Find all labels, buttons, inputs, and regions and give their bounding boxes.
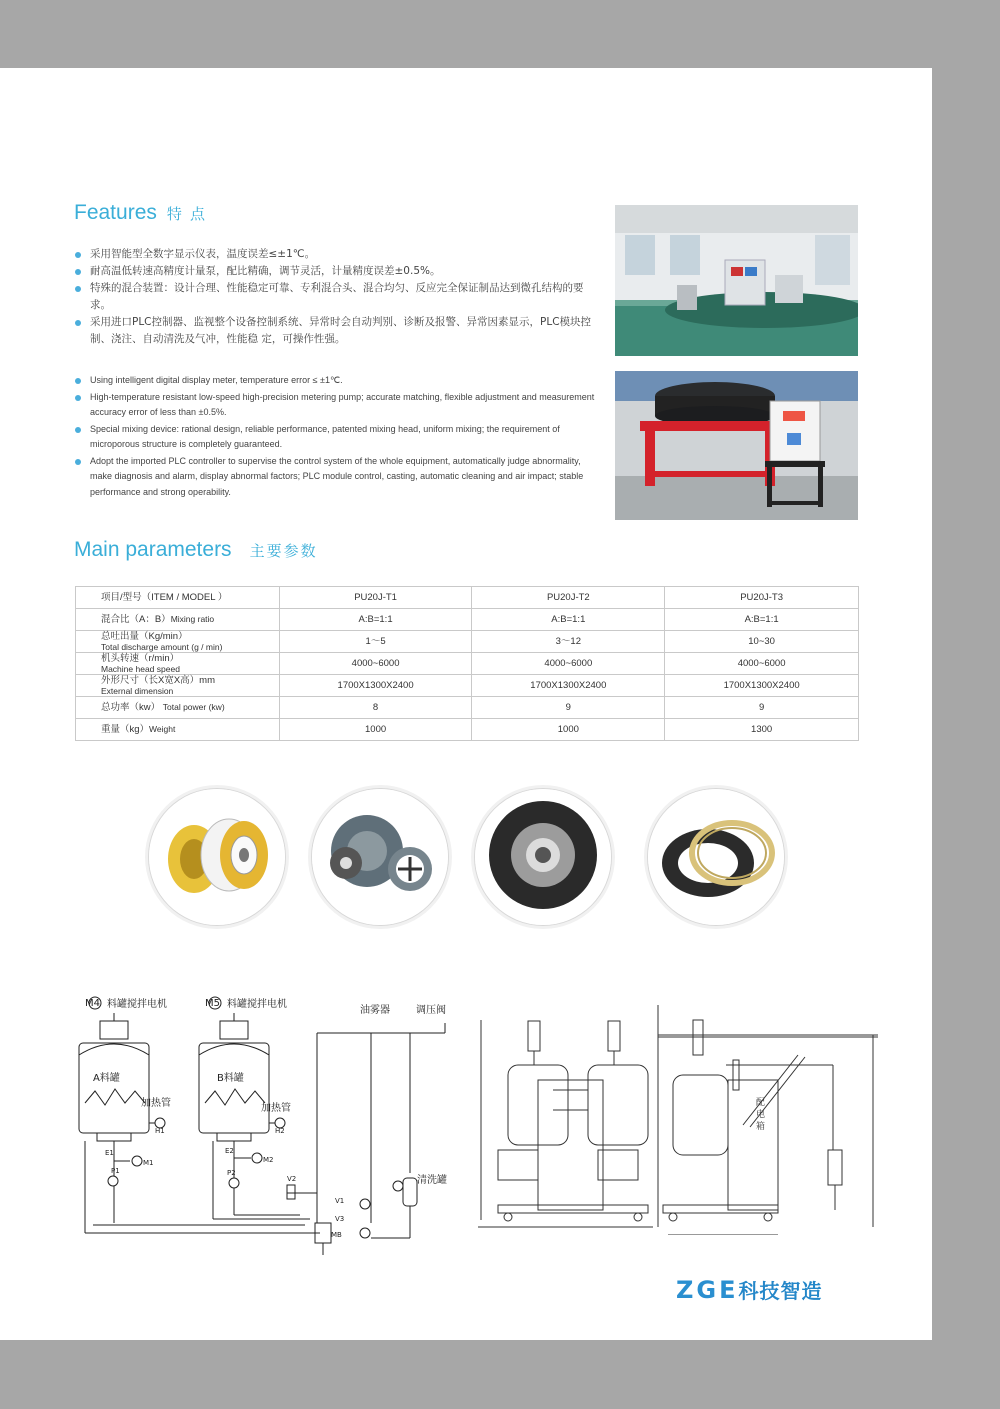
row-label-cn: 混合比（A：B） [101, 614, 171, 625]
label-elec-box-2: 电 [756, 1110, 766, 1120]
cell-value: A:B=1:1 [665, 609, 859, 631]
pipeline-schematic-diagram [75, 993, 460, 1255]
row-label-cn: 总吐出量（Kg/min） [101, 630, 188, 642]
row-label-en: Machine head speed [101, 663, 180, 674]
label-motor-a: 料罐搅拌电机 [107, 999, 167, 1010]
logo-mark: ZGE [676, 1276, 739, 1304]
parameters-title-en: Main parameters [74, 538, 232, 561]
features-list-cn [75, 246, 600, 348]
row-label [76, 609, 280, 631]
factory-line-photo [615, 205, 858, 356]
cell-value: 4000~6000 [279, 653, 472, 675]
brand-logo [676, 1275, 823, 1304]
features-title-en: Features [74, 201, 157, 224]
cell-value: 8 [279, 697, 472, 719]
feature-item-cn: 采用智能型全数字显示仪表，温度误差≤±1℃。 [75, 246, 600, 263]
label-heater-a: 加热管 [141, 1098, 171, 1109]
cell-value: 1000 [472, 719, 665, 741]
row-label-en: Total power (kw) [162, 702, 225, 712]
model-t1: PU20J-T1 [279, 587, 472, 609]
row-label [76, 631, 280, 653]
label-m1: M1 [143, 1159, 154, 1167]
label-e2: E2 [225, 1147, 234, 1155]
label-tank-b: B料罐 [217, 1073, 244, 1084]
model-t3: PU20J-T3 [665, 587, 859, 609]
row-label-cn: 重量（kg） [101, 724, 150, 735]
parameters-title-cn: 主要参数 [249, 543, 318, 560]
cell-value: 1300 [665, 719, 859, 741]
label-motor-b: 料罐搅拌电机 [227, 999, 287, 1010]
cell-value: 1000 [279, 719, 472, 741]
cell-value: 1700X1300X2400 [665, 675, 859, 697]
table-row [76, 609, 859, 631]
row-label-en: External dimension [101, 685, 174, 696]
label-tank-a: A料罐 [93, 1073, 120, 1084]
feature-item-cn: 特殊的混合装置：设计合理、性能稳定可靠、专利混合头、混合均匀、反应完全保证制品达到微孔结构的要求。 [75, 280, 600, 314]
product-image-pu-tyres [312, 789, 448, 925]
parameters-title [74, 538, 318, 562]
feature-item-en: Using intelligent digital display meter, temperature error ≤ ±1℃. [75, 373, 595, 389]
product-image-black-tyre [475, 789, 611, 925]
table-row [76, 719, 859, 741]
label-p2: P2 [227, 1169, 236, 1177]
logo-text: 科技智造 [738, 1279, 823, 1303]
row-label [76, 697, 280, 719]
feature-item-cn: 耐高温低转速高精度计量泵，配比精确，调节灵活，计量精度误差±0.5%。 [75, 263, 600, 280]
cell-value: 3～12 [472, 631, 665, 653]
cell-value: 1700X1300X2400 [279, 675, 472, 697]
label-pressure-valve: 调压阀 [416, 1005, 446, 1016]
row-label-cn: 外形尺寸（长X宽X高）mm [101, 674, 216, 686]
label-heater-b: 加热管 [261, 1103, 291, 1114]
table-row [76, 675, 859, 697]
machine-dimension-drawing [478, 965, 883, 1235]
cell-value: A:B=1:1 [472, 609, 665, 631]
row-label-cn: 总功率（kw） [101, 702, 161, 713]
feature-item-cn: 采用进口PLC控制器、监视整个设备控制系统、异常时会自动判别、诊断及报警、异常因素显示，PLC模块控制、浇注、自动清洗及气冲，性能稳 定，可操作性强。 [75, 314, 600, 348]
parameters-table [75, 586, 859, 741]
row-label [76, 719, 280, 741]
row-label-en: Mixing ratio [170, 614, 215, 624]
label-h2: H2 [275, 1127, 285, 1135]
casting-machine-photo [615, 371, 858, 520]
label-m4: M4 [85, 998, 100, 1009]
features-title-cn: 特 点 [166, 206, 208, 223]
feature-item-en: Special mixing device: rational design, reliable performance, patented mixing head, uniform mixing; the requirement of microporous structure is completely guaranteed. [75, 422, 595, 453]
row-label-en: Total discharge amount (g / min) [101, 641, 223, 652]
row-label [76, 675, 280, 697]
table-header-row [76, 587, 859, 609]
header-label: 项目/型号（ITEM / MODEL ） [76, 587, 280, 609]
label-atomizer: 油雾器 [360, 1005, 390, 1016]
features-list-en [75, 373, 595, 501]
cell-value: A:B=1:1 [279, 609, 472, 631]
label-m5: M5 [205, 998, 220, 1009]
cell-value: 9 [472, 697, 665, 719]
cell-value: 1700X1300X2400 [472, 675, 665, 697]
label-e1: E1 [105, 1149, 114, 1157]
table-row [76, 697, 859, 719]
cell-value: 4000~6000 [665, 653, 859, 675]
row-label [76, 653, 280, 675]
label-elec-box-1: 配 [756, 1098, 766, 1108]
product-image-pu-wheels [149, 789, 285, 925]
label-h1: H1 [155, 1127, 165, 1135]
cell-value: 10~30 [665, 631, 859, 653]
cell-value: 4000~6000 [472, 653, 665, 675]
label-m2: M2 [263, 1156, 274, 1164]
label-v1: V1 [335, 1197, 345, 1205]
label-p1: P1 [111, 1167, 120, 1175]
cell-value: 9 [665, 697, 859, 719]
label-elec-box-3: 箱 [756, 1122, 766, 1132]
features-title [74, 201, 207, 225]
feature-item-en: Adopt the imported PLC controller to supervise the control system of the whole equipment, automatically judge abnormality, make diagnosis and alarm, display abnormal factors; PLC module control, casting, automatic cleaning and air impact; stable performance and strong operability. [75, 454, 595, 501]
model-t2: PU20J-T2 [472, 587, 665, 609]
table-row [76, 653, 859, 675]
table-row [76, 631, 859, 653]
cell-value: 1～5 [279, 631, 472, 653]
brochure-page [0, 68, 932, 1340]
product-image-seal-rings [648, 789, 784, 925]
label-v3: V3 [335, 1215, 345, 1223]
label-clean-tank: 清洗罐 [417, 1175, 447, 1186]
row-label-en: Weight [149, 724, 176, 734]
row-label-cn: 机头转速（r/min） [101, 652, 180, 664]
label-v2: V2 [287, 1175, 297, 1183]
feature-item-en: High-temperature resistant low-speed high-precision metering pump; accurate matching, flexible adjustment and measurement accuracy error of less than ±0.5%. [75, 390, 595, 421]
label-mb: MB [331, 1231, 342, 1239]
